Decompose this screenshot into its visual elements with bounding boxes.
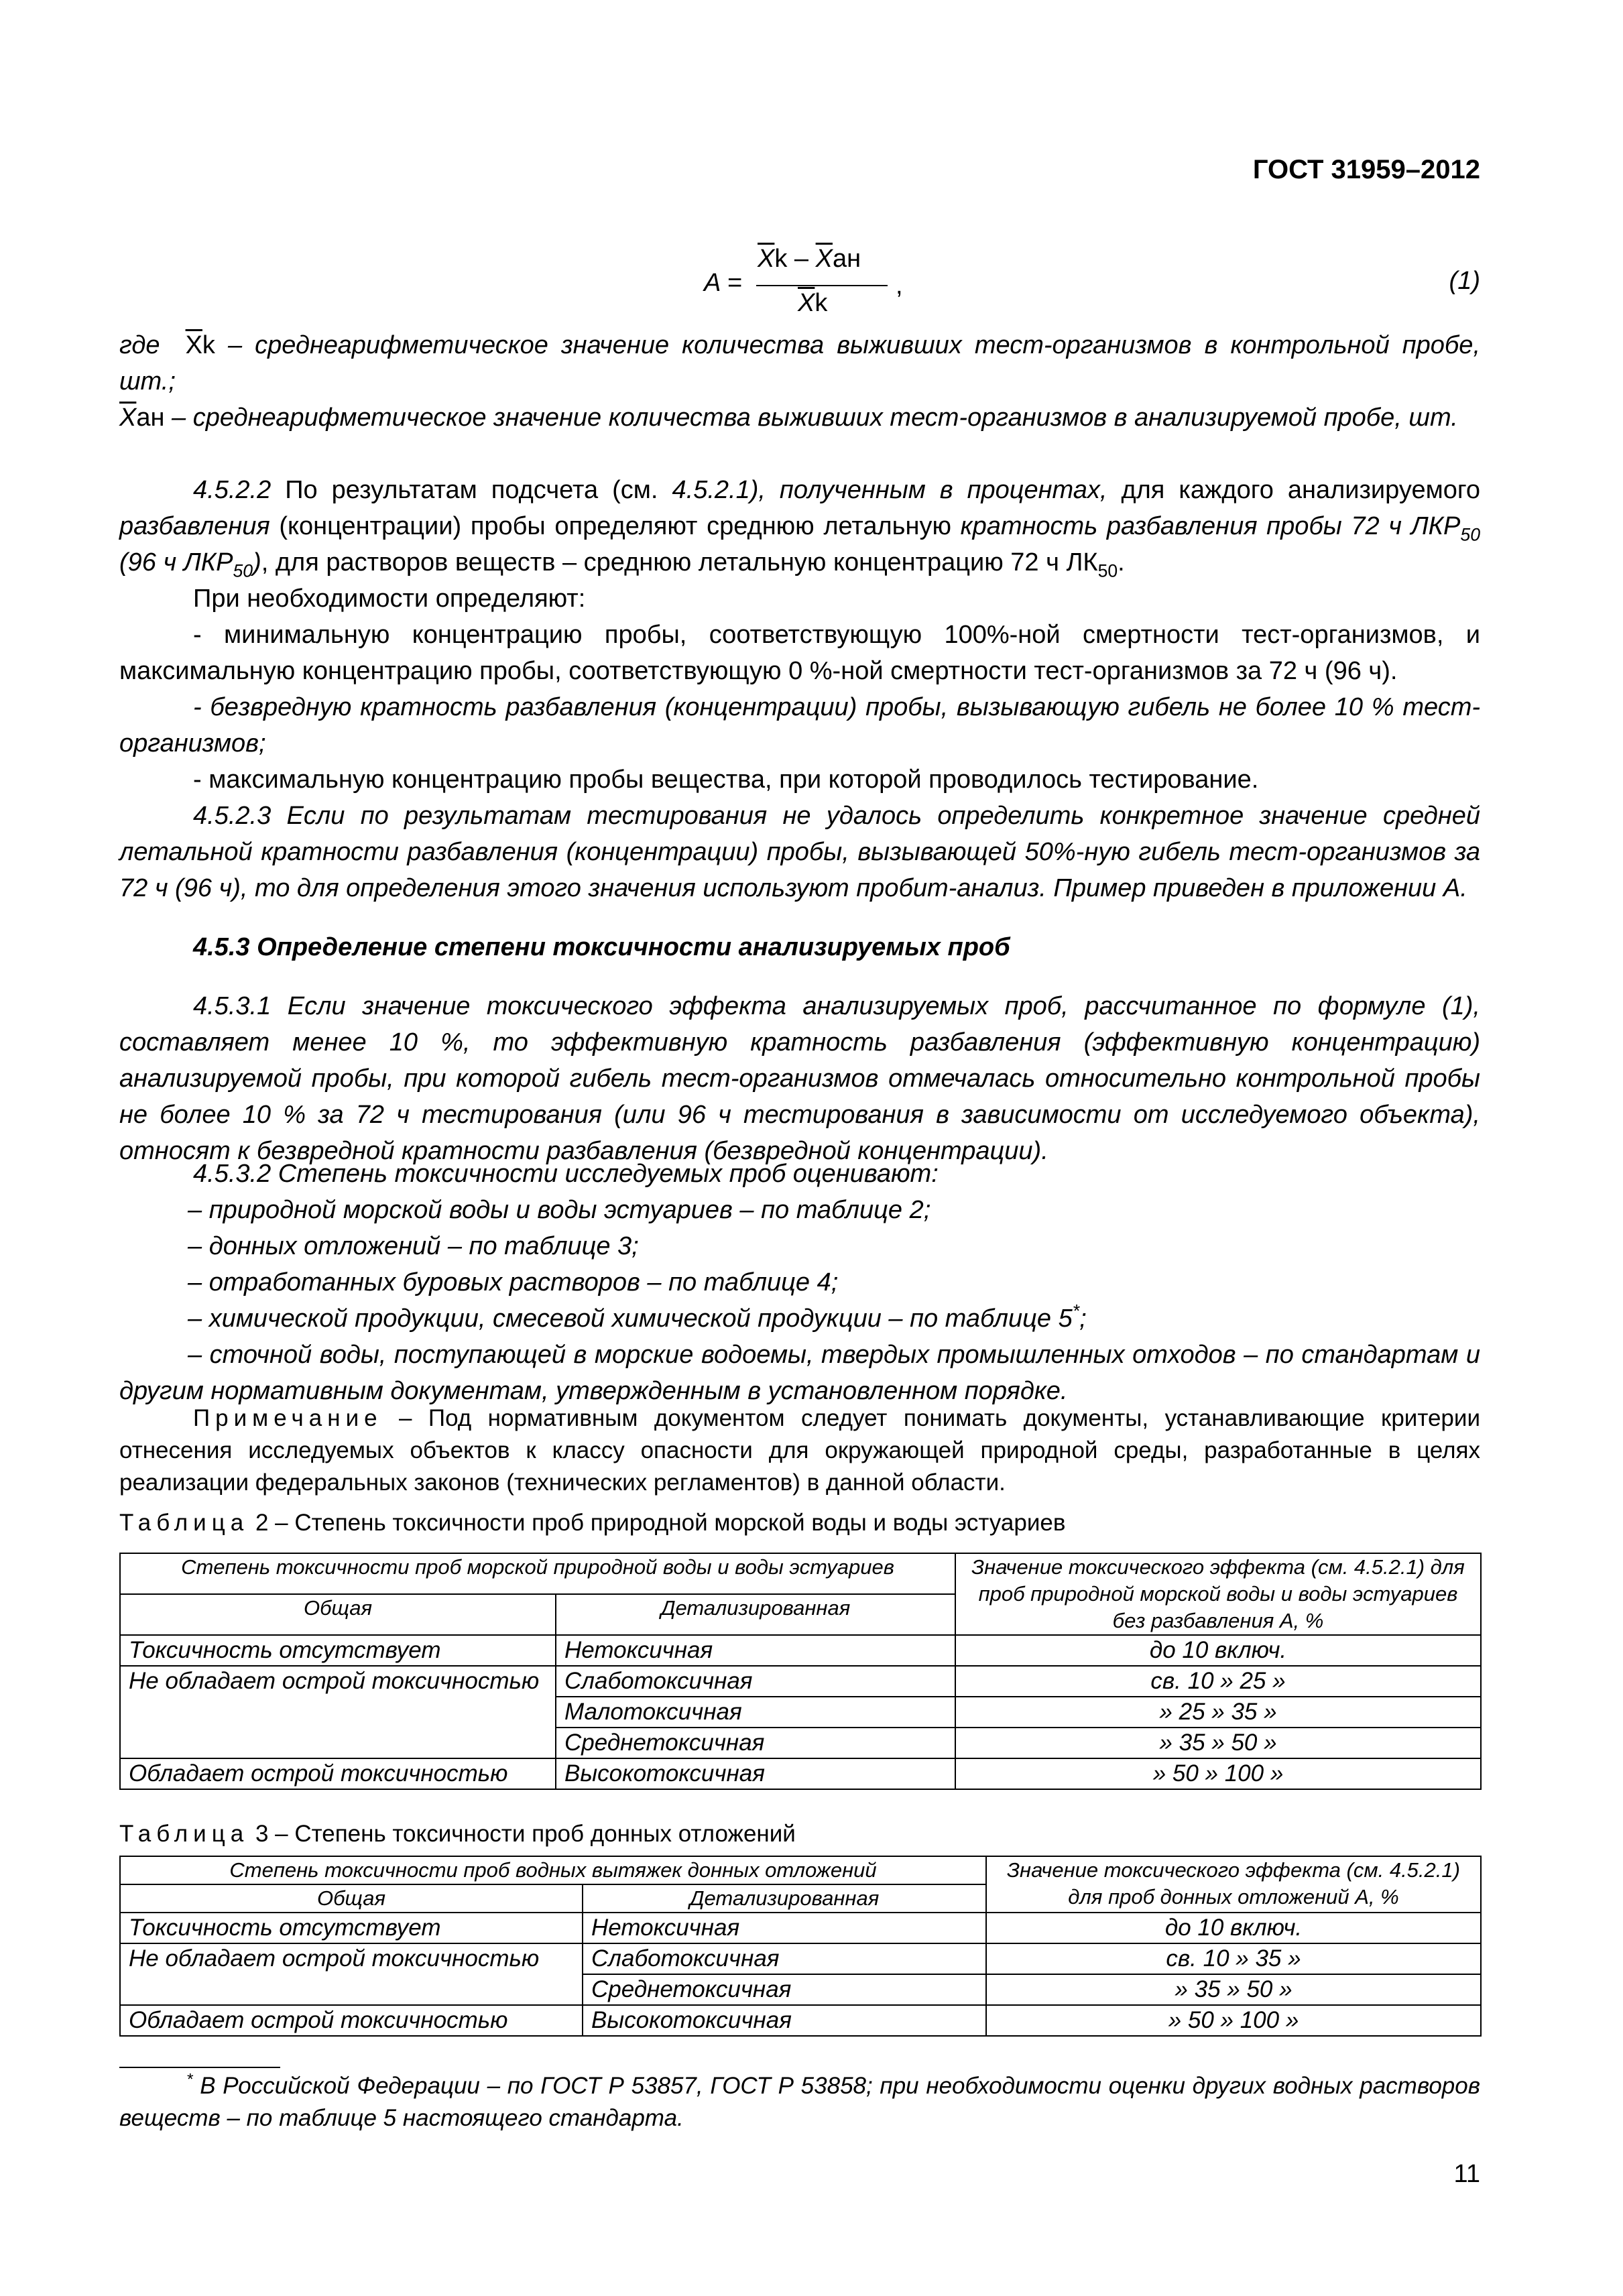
list-item: – сточной воды, поступающей в морские водоемы, твердых промышленных отходов – по стандартам и другим нормативным документам, утвержденным в установленном порядке. bbox=[119, 1341, 1480, 1405]
table-3-caption: Таблица 3 – Степень токсичности проб донных отложений bbox=[119, 1821, 796, 1847]
table-3-head-group: Степень токсичности проб водных вытяжек донных отложений bbox=[120, 1856, 986, 1884]
note: Примечание – Под нормативным документом следует понимать документы, устанавливающие критерии отнесения исследуемых объектов к классу опасности для окружающей природной среды, разработанные в целях реализации федеральных законов (технических регламентов) в данной области. bbox=[119, 1405, 1480, 1496]
paragraph-4-5-3-1: 4.5.3.1 Если значение токсического эффекта анализируемых проб, рассчитанное по формуле (1), составляет менее 10 %, то эффективную кратность разбавления (эффективную концентрацию) анализируемой пробы, при которой гибель тест-организмов отмечалась относительно контрольной пробы не более 10 % за 72 ч тестирования (или 96 ч тестирования в зависимости от исследуемого объекта), относят к безвредной кратности разбавления (безвредной концентрации). bbox=[119, 992, 1480, 1165]
paragraph-4-5-2-3: 4.5.2.3 Если по результатам тестирования не удалось определить конкретное значение средней летальной кратности разбавления (концентрации) пробы, вызывающей 50%-ную гибель тест-организмов за 72 ч (96 ч), то для определения этого значения используют пробит-анализ. Пример приведен в приложении А. bbox=[119, 802, 1480, 902]
table-row: Среднетоксичная » 35 » 50 » bbox=[120, 1974, 1481, 2005]
formula-comma: , bbox=[896, 271, 903, 300]
list-item: – донных отложений – по таблице 3; bbox=[188, 1232, 639, 1260]
table-row: Обладает острой токсичностью Высокотоксичная » 50 » 100 » bbox=[120, 1758, 1481, 1789]
list-4-5-3-2 bbox=[119, 1192, 1480, 1409]
table-row: Токсичность отсутствует Нетоксичная до 10 включ. bbox=[120, 1635, 1481, 1666]
table-3-head-detailed: Детализированная bbox=[583, 1884, 986, 1913]
table-2-head-general: Общая bbox=[120, 1594, 556, 1635]
bullet-1: - минимальную концентрацию пробы, соответствующую 100%-ной смертности тест-организмов, и максимальную концентрацию пробы, соответствующую 0 %-ной смертности тест-организмов за 72 ч (96 ч). bbox=[119, 621, 1480, 685]
standard-number: ГОСТ 31959–2012 bbox=[1252, 155, 1480, 184]
formula-denominator: $\overline{X}k$ bbox=[798, 289, 828, 317]
table-row: Токсичность отсутствует Нетоксичная до 10 включ. bbox=[120, 1913, 1481, 1943]
table-row: Малотоксичная » 25 » 35 » bbox=[120, 1697, 1481, 1728]
formula-number: (1) bbox=[1449, 267, 1480, 295]
list-item: – химической продукции, смесевой химической продукции – по таблице 5*; bbox=[188, 1301, 1087, 1333]
table-row: Среднетоксичная » 35 » 50 » bbox=[120, 1728, 1481, 1758]
heading-4-5-3: 4.5.3 Определение степени токсичности анализируемых проб bbox=[193, 933, 1010, 961]
table-row: Не обладает острой токсичностью Слаботоксичная св. 10 » 25 » bbox=[120, 1666, 1481, 1697]
table-2-head-value: Значение токсического эффекта (см. 4.5.2.1) для проб природной морской воды и воды эстуариев без разбавления А, % bbox=[955, 1553, 1481, 1635]
table-3-head-general: Общая bbox=[120, 1884, 583, 1913]
definition-xan: $\overline{X}ан$ – среднеарифметическое значение количества выживших тест-организмов в анализируемой пробе, шт. bbox=[119, 404, 1458, 432]
table-3-head-value: Значение токсического эффекта (см. 4.5.2.1) для проб донных отложений А, % bbox=[986, 1856, 1481, 1913]
definition-xk: где $\overline{X}k$ – среднеарифметическое значение количества выживших тест-организмов в контрольной пробе, шт.; bbox=[119, 331, 1480, 396]
need-line: При необходимости определяют: bbox=[193, 585, 586, 613]
bullet-3: - максимальную концентрацию пробы вещества, при которой проводилось тестирование. bbox=[193, 766, 1259, 794]
list-item: – природной морской воды и воды эстуариев – по таблице 2; bbox=[188, 1196, 931, 1224]
bullet-2: - безвредную кратность разбавления (концентрации) пробы, вызывающую гибель не более 10 % тест-организмов; bbox=[119, 693, 1480, 758]
table-3 bbox=[119, 1856, 1482, 2037]
formula-numerator: $\overline{X}k - \overline{X}ан$ bbox=[758, 245, 861, 273]
list-item: – отработанных буровых растворов – по таблице 4; bbox=[188, 1268, 839, 1296]
table-2-caption: Таблица 2 – Степень токсичности проб природной морской воды и воды эстуариев bbox=[119, 1510, 1066, 1536]
table-2 bbox=[119, 1553, 1482, 1790]
footnote-rule bbox=[119, 2067, 280, 2068]
page-number: 11 bbox=[1453, 2160, 1480, 2188]
formula-lhs: A = bbox=[704, 269, 742, 297]
table-2-head-detailed: Детализированная bbox=[556, 1594, 955, 1635]
table-2-head-group: Степень токсичности проб морской природной воды и воды эстуариев bbox=[120, 1553, 955, 1594]
paragraph-4-5-2-2: 4.5.2.2 По результатам подсчета (см. 4.5.2.1), полученным в процентах, для каждого анализируемого разбавления (концентрации) пробы определяют среднюю летальную кратность разбавления пробы 72 ч $ЛКР_{50}$ (96 ч $ЛКР_{50}$), для растворов веществ – среднюю летальную концентрацию 72 ч $ЛК_{50}$. bbox=[119, 476, 1480, 581]
footnote: * В Российской Федерации – по ГОСТ Р 53857, ГОСТ Р 53858; при необходимости оценки других водных растворов веществ – по таблице 5 настоящего стандарта. bbox=[119, 2070, 1480, 2131]
table-row: Не обладает острой токсичностью Слаботоксичная св. 10 » 35 » bbox=[120, 1943, 1481, 1974]
formula bbox=[704, 245, 905, 339]
fraction-bar bbox=[756, 285, 888, 286]
table-row: Обладает острой токсичностью Высокотоксичная » 50 » 100 » bbox=[120, 2005, 1481, 2036]
paragraph-4-5-3-2: 4.5.3.2 Степень токсичности исследуемых проб оценивают: bbox=[193, 1160, 939, 1188]
